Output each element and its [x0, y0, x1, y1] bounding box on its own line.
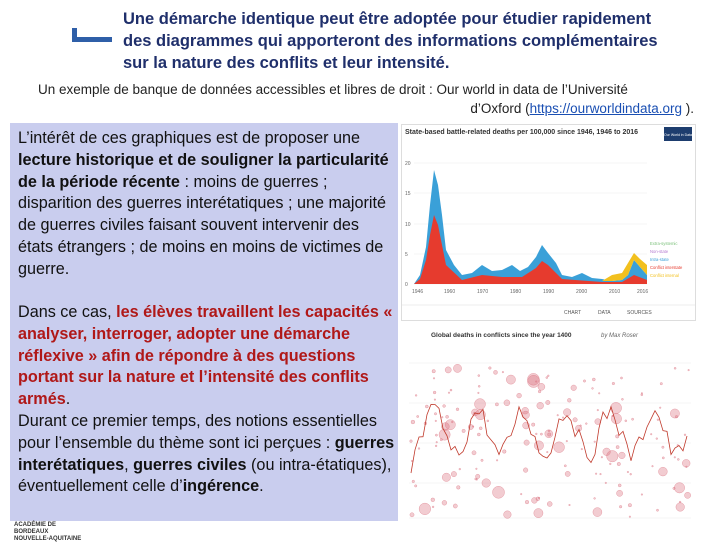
para1-text-end: : moins de guerres ; disparition des guerres interétatiques ; une majorité de guerres civiles faisant souvent intervenir des états étrangers ; de moins en moins de victimes de guerre. — [18, 172, 387, 278]
conflict-point — [456, 408, 459, 411]
page-header — [123, 8, 718, 74]
conflict-point — [641, 494, 643, 496]
conflict-point — [534, 441, 543, 450]
conflict-point — [594, 498, 596, 500]
conflict-point — [494, 370, 498, 374]
header-line-2: des diagrammes qui apporteront des informations complémentaires — [123, 32, 658, 50]
conflict-point — [481, 459, 483, 461]
conflict-point — [685, 492, 691, 498]
conflict-point — [504, 511, 512, 519]
trend-line — [411, 404, 687, 473]
conflict-point — [532, 423, 535, 426]
conflict-point — [534, 509, 543, 518]
conflict-point — [442, 416, 444, 418]
conflict-point — [502, 371, 504, 373]
owid-logo-text: Our World in Data — [664, 133, 692, 137]
conflict-point — [567, 398, 571, 402]
conflict-point — [566, 440, 568, 442]
conflict-point — [435, 434, 437, 436]
conflict-point — [431, 498, 435, 502]
conflict-point — [600, 473, 602, 475]
conflict-point — [598, 393, 600, 395]
conflict-point — [656, 509, 658, 511]
conflict-point — [605, 482, 607, 484]
conflict-point — [479, 427, 482, 430]
conflict-point — [459, 468, 461, 470]
para1-text: L’intérêt de ces graphiques est de proposer une — [18, 129, 360, 147]
conflict-point — [580, 425, 582, 427]
conflict-point — [472, 451, 476, 455]
conflict-point — [528, 373, 540, 385]
x-tick-2000: 2000 — [576, 289, 588, 295]
conflict-point — [457, 486, 461, 490]
conflict-point — [503, 450, 507, 454]
conflict-point — [547, 502, 552, 507]
x-tick-1990: 1990 — [543, 289, 555, 295]
conflict-point — [478, 375, 480, 377]
conflict-point — [525, 500, 529, 504]
header-line-1: Une démarche identique peut être adoptée pour étudier rapidement — [123, 10, 652, 28]
conflict-point — [462, 429, 465, 432]
conflict-point — [548, 430, 550, 432]
conflict-point — [610, 402, 621, 413]
conflict-point — [583, 380, 585, 382]
source-suffix: ). — [682, 101, 694, 116]
footer-line-3: NOUVELLE-AQUITAINE — [14, 536, 82, 542]
chart-global-deaths — [401, 323, 694, 528]
conflict-point — [554, 442, 565, 453]
conflict-point — [546, 400, 550, 404]
conflict-point — [443, 405, 446, 408]
legend-internal: Conflict internal — [650, 273, 679, 278]
conflict-point — [478, 385, 480, 387]
conflict-point — [632, 418, 634, 420]
conflict-point — [517, 393, 522, 398]
conflict-point — [662, 446, 664, 448]
y-tick-20: 20 — [405, 161, 411, 167]
conflict-point — [493, 486, 505, 498]
conflict-point — [506, 375, 515, 384]
tab-data[interactable]: DATA — [598, 310, 611, 316]
conflict-point — [621, 398, 623, 400]
para2-red: les élèves travaillent les capacités « analyser, interroger, adopter une démarche réflexive » afin de répondre à des questions portant sur la nature et l’intensité des conflits armés — [18, 303, 393, 409]
conflict-point — [612, 382, 615, 385]
conflict-point — [523, 468, 528, 473]
conflict-point — [477, 433, 480, 436]
x-tick-1960: 1960 — [444, 289, 456, 295]
conflict-point — [603, 448, 611, 456]
header-line-3: sur la nature des conflits et leur intensité. — [123, 54, 450, 72]
conflict-point — [445, 420, 455, 430]
conflict-point — [657, 419, 659, 421]
conflict-point — [410, 440, 413, 443]
conflict-point — [415, 485, 417, 487]
conflict-point — [532, 498, 538, 504]
conflict-point — [609, 463, 611, 465]
conflict-point — [660, 383, 662, 385]
conflict-point — [435, 445, 437, 447]
conflict-point — [411, 460, 413, 462]
conflict-point — [597, 409, 599, 411]
conflict-point — [548, 433, 551, 436]
term-interstate: guerres interétatiques — [18, 433, 395, 474]
conflict-point — [476, 468, 478, 470]
conflict-point — [448, 392, 450, 394]
para2-comma: , — [124, 455, 134, 474]
conflict-point — [472, 426, 474, 428]
conflict-point — [674, 483, 684, 493]
para1-bold: lecture historique et de souligner la particularité de la période récente — [18, 150, 389, 191]
chart2-title: Global deaths in conflicts since the year 1400 — [431, 332, 572, 339]
conflict-point — [569, 504, 571, 506]
conflict-point — [573, 418, 577, 422]
conflict-point — [674, 367, 676, 369]
conflict-point — [677, 458, 679, 460]
conflict-point — [592, 388, 594, 390]
conflict-point — [432, 370, 435, 373]
conflict-point — [601, 456, 603, 458]
conflict-point — [537, 402, 544, 409]
source-prefix: d’Oxford ( — [470, 101, 530, 116]
conflict-point — [592, 378, 595, 381]
conflict-point — [679, 501, 681, 503]
accent-bracket-icon — [72, 28, 112, 42]
conflict-point — [619, 452, 626, 459]
conflict-point — [442, 473, 450, 481]
y-tick-5: 5 — [405, 252, 408, 258]
conflict-point — [535, 433, 537, 435]
conflict-point — [524, 440, 529, 445]
term-ingerence: ingérence — [182, 477, 260, 496]
tab-sources[interactable]: SOURCES — [627, 310, 652, 316]
conflict-point — [432, 506, 434, 508]
conflict-point — [440, 439, 442, 441]
para2-text: Dans ce cas, — [18, 303, 117, 321]
conflict-point — [641, 394, 643, 396]
source-line-1: Un exemple de banque de données accessibles et libres de droit : Our world in data de l’Université — [38, 82, 628, 97]
paragraph-intro — [18, 128, 398, 281]
interstate-area — [414, 215, 647, 284]
conflict-point — [625, 420, 627, 422]
conflict-point — [415, 395, 417, 397]
legend-intrastate: Intra-state — [650, 257, 669, 262]
legend-extrasystemic: Extra-systemic — [650, 241, 678, 246]
x-tick-1980: 1980 — [510, 289, 522, 295]
conflict-point — [475, 399, 486, 410]
para2-text-2: (ou intra-étatiques), éventuellement celle d’ — [18, 455, 392, 496]
footer-line-2: BORDEAUX — [14, 529, 49, 535]
conflict-point — [652, 465, 654, 467]
chart-battle-deaths-svg — [402, 125, 695, 320]
conflict-points — [410, 364, 691, 518]
conflict-point — [425, 405, 428, 408]
para2-dot: . — [65, 390, 71, 409]
para2-end: . — [259, 477, 264, 496]
conflict-point — [451, 471, 456, 476]
conflict-point — [617, 490, 623, 496]
conflict-point — [487, 420, 489, 422]
conflict-point — [411, 420, 415, 424]
source-line-2 — [470, 101, 694, 116]
conflict-point — [547, 375, 549, 377]
intrastate-area — [414, 170, 647, 284]
chart-global-deaths-svg — [401, 323, 694, 528]
conflict-point — [585, 423, 587, 425]
chart2-author: by Max Roser — [601, 333, 639, 339]
conflict-point — [412, 480, 415, 483]
conflict-point — [418, 448, 420, 450]
x-tick-1970: 1970 — [477, 289, 489, 295]
y-tick-10: 10 — [405, 222, 411, 228]
conflict-point — [419, 503, 431, 515]
y-tick-15: 15 — [405, 191, 411, 197]
conflict-point — [611, 414, 621, 424]
conflict-point — [629, 516, 631, 518]
conflict-point — [417, 415, 419, 417]
conflict-point — [688, 369, 690, 371]
conflict-point — [434, 399, 436, 401]
conflict-point — [619, 505, 622, 508]
chart1-title: State-based battle-related deaths per 100,000 since 1946, 1946 to 2016 — [405, 129, 639, 136]
conflict-point — [410, 513, 414, 517]
conflict-point — [593, 508, 602, 517]
term-civil: guerres civiles — [133, 455, 247, 474]
conflict-point — [616, 446, 619, 449]
conflict-point — [684, 434, 686, 436]
conflict-point — [436, 441, 438, 443]
conflict-point — [453, 504, 457, 508]
x-tick-2010: 2010 — [609, 289, 621, 295]
conflict-point — [594, 441, 596, 443]
conflict-point — [659, 467, 668, 476]
x-tick-2016: 2016 — [637, 289, 649, 295]
footer-line-1: ACADÉMIE DE — [14, 522, 57, 528]
para2-notions: Durant ce premier temps, des notions essentielles pour l’ensemble du thème sont ici perçues : — [18, 411, 377, 452]
conflict-point — [433, 378, 435, 380]
conflict-point — [571, 385, 577, 391]
conflict-point — [557, 414, 559, 416]
conflict-point — [627, 471, 629, 473]
conflict-point — [656, 438, 658, 440]
conflict-point — [617, 462, 620, 465]
conflict-point — [489, 367, 492, 370]
conflict-point — [612, 415, 614, 417]
conflict-point — [620, 377, 622, 379]
conflict-point — [670, 409, 679, 418]
conflict-point — [442, 500, 447, 505]
legend-nonstate: Non-state — [650, 249, 669, 254]
conflict-point — [450, 389, 452, 391]
conflict-point — [628, 504, 631, 507]
conflict-point — [496, 460, 498, 462]
conflict-point — [520, 493, 522, 495]
conflict-point — [650, 433, 652, 435]
conflict-point — [676, 503, 685, 512]
conflict-point — [445, 367, 451, 373]
conflict-point — [662, 457, 664, 459]
conflict-point — [504, 400, 510, 406]
conflict-point — [446, 415, 449, 418]
conflict-point — [453, 364, 461, 372]
x-tick-1946: 1946 — [412, 289, 424, 295]
conflict-point — [476, 474, 480, 478]
conflict-point — [564, 465, 566, 467]
conflict-point — [435, 420, 437, 422]
legend-interstate: Conflict interstate — [650, 265, 683, 270]
conflict-point — [538, 390, 541, 393]
conflict-point — [547, 451, 549, 453]
conflict-point — [565, 471, 570, 476]
conflict-point — [563, 409, 570, 416]
conflict-point — [482, 479, 491, 488]
chart-battle-deaths — [401, 124, 696, 321]
conflict-point — [546, 377, 548, 379]
source-link[interactable]: https://ourworldindata.org — [529, 101, 682, 116]
conflict-point — [538, 497, 540, 499]
conflict-point — [451, 421, 453, 423]
conflict-point — [618, 484, 621, 487]
conflict-point — [595, 473, 597, 475]
conflict-point — [434, 413, 436, 415]
conflict-point — [616, 435, 619, 438]
conflict-point — [674, 457, 676, 459]
conflict-point — [433, 391, 436, 394]
conflict-point — [630, 473, 632, 475]
conflict-point — [495, 403, 498, 406]
y-tick-0: 0 — [405, 282, 408, 288]
conflict-point — [478, 392, 480, 394]
conflict-point — [562, 417, 564, 419]
conflict-point — [581, 448, 583, 450]
conflict-point — [538, 383, 545, 390]
paragraph-skills — [18, 302, 398, 498]
tab-chart[interactable]: CHART — [564, 310, 582, 316]
conflict-point — [686, 466, 688, 468]
conflict-point — [540, 433, 542, 435]
conflict-point — [659, 407, 661, 409]
